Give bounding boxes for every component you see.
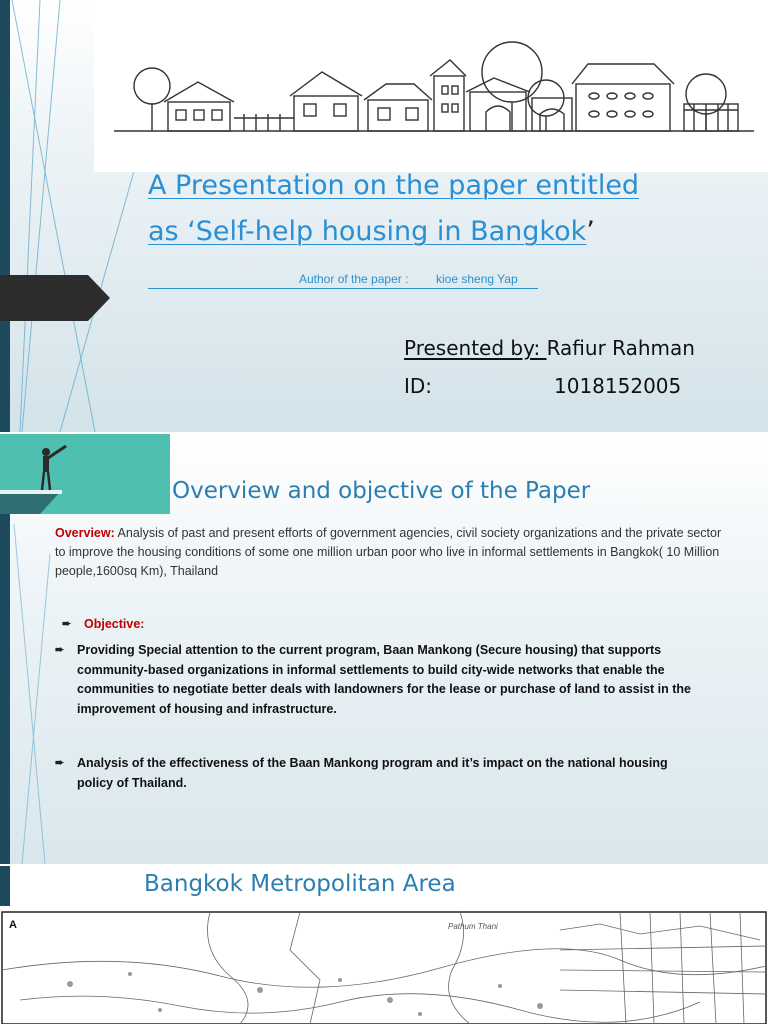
id-line [404, 374, 682, 398]
bullet-arrow-icon: ➨ [55, 757, 65, 769]
north-arrow: A [9, 919, 17, 931]
title-closing-quote: ’ [586, 216, 595, 247]
title-slide [0, 0, 768, 432]
id-value: 1018152005 [554, 374, 682, 398]
chevron-tab [0, 275, 110, 321]
title-line-1: A Presentation on the paper entitled [148, 170, 640, 201]
map-slide [0, 866, 768, 1024]
slide-title: Overview and objective of the Paper [172, 478, 591, 504]
author-name: kioe sheng Yap [436, 272, 518, 286]
objective-bullet-1-text: Providing Special attention to the current program, Baan Mankong (Secure housing) that supports community-based organizations in informal settlements to build city-wide networks that enable the communities to negotiate better deals with landowners for the lease or purchase of land to assist in the improvement of housing and infrastructure. [77, 643, 692, 716]
objective-heading [62, 615, 145, 635]
bullet-arrow-icon: ➨ [62, 618, 72, 630]
overview-label: Overview: [55, 526, 115, 540]
presented-by-label: Presented by: [404, 336, 547, 360]
bangkok-map-image [0, 910, 768, 1024]
bullet-arrow-icon: ➨ [55, 644, 65, 656]
presenter-name: Rafiur Rahman [546, 336, 695, 360]
title-line-2: as ‘Self-help housing in Bangkok [148, 216, 587, 247]
objective-bullet-2 [55, 754, 707, 793]
overview-slide [0, 434, 768, 864]
objective-label: Objective: [84, 617, 145, 631]
slide-edge-bar [0, 866, 10, 906]
id-label: ID: [404, 374, 433, 398]
presenter-line [404, 336, 695, 360]
map-place-label: Pathum Thani [448, 922, 498, 931]
overview-paragraph [55, 524, 735, 581]
overview-text: Analysis of past and present efforts of government agencies, civil society organizations and the private sector to improve the housing conditions of some one million urban poor who live in informal settlements in Bangkok( 10 Million people,1600sq Km), Thailand [55, 526, 722, 578]
person-with-telescope-icon [0, 434, 170, 514]
author-label: Author of the paper : [299, 272, 409, 286]
houses-sketch-image [94, 0, 768, 172]
objective-bullet-1 [55, 641, 707, 719]
houses-banner [94, 0, 768, 172]
slide-title: Bangkok Metropolitan Area [144, 871, 456, 897]
header-illustration [0, 434, 170, 514]
objective-bullet-2-text: Analysis of the effectiveness of the Baan Mankong program and it’s impact on the national housing policy of Thailand. [77, 756, 668, 790]
author-line [148, 271, 538, 289]
presentation-title [148, 163, 708, 255]
